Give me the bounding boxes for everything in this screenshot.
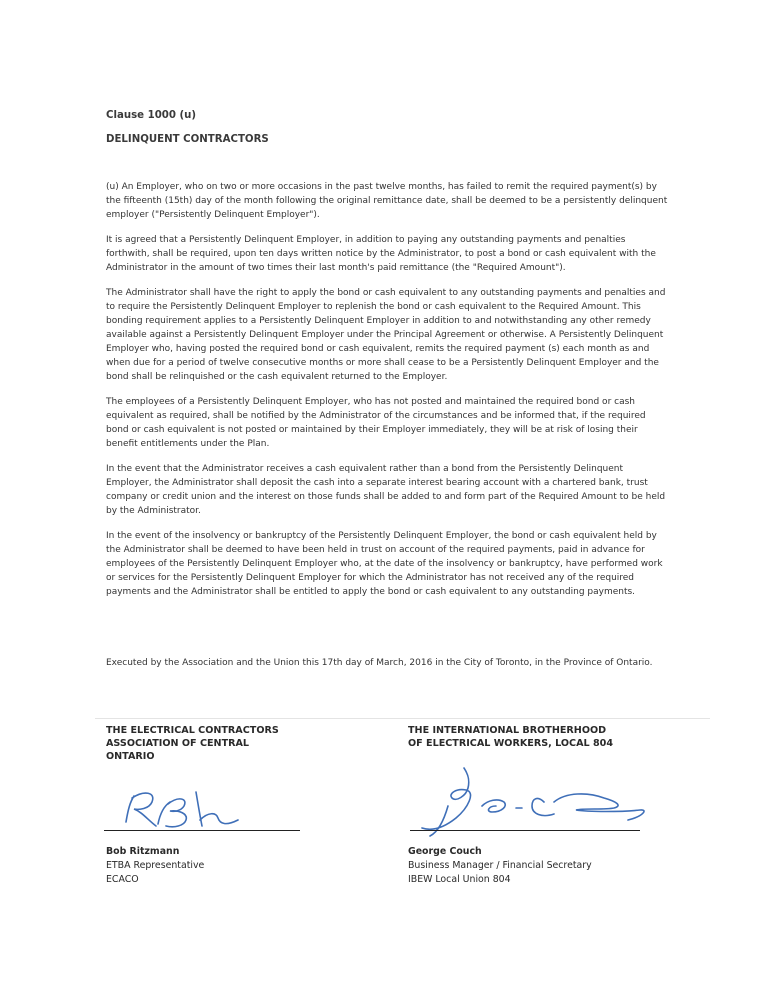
left-signature-line [104, 830, 300, 831]
paragraph: In the event that the Administrator receives a cash equivalent rather than a bond from the Persistently Delinquent Employer, the Administrator shall deposit the cash into a separate interest bearing account with a chartered bank, trust company or credit union and the interest on those funds shall be added to and form part of the Required Amount to be held by the Administrator. [106, 464, 666, 516]
org-line: THE ELECTRICAL CONTRACTORS [106, 725, 279, 736]
signer-role: Business Manager / Financial Secretary [408, 860, 592, 871]
org-line: ONTARIO [106, 751, 155, 762]
right-organization [408, 724, 668, 750]
org-line: ASSOCIATION OF CENTRAL [106, 738, 250, 749]
org-line: THE INTERNATIONAL BROTHERHOOD [408, 725, 607, 736]
signer-role: ETBA Representative [106, 860, 205, 871]
signer-name: George Couch [408, 846, 482, 857]
left-signer [106, 845, 204, 887]
org-line: OF ELECTRICAL WORKERS, LOCAL 804 [408, 738, 613, 749]
paragraph: It is agreed that a Persistently Delinquent Employer, in addition to paying any outstanding payments and penalties forthwith, shall be required, upon ten days written notice by the Administrator, to post a bond or cash equivalent with the Administrator in the amount of two times their last month's paid remittance (the "Required Amount"). [106, 235, 656, 273]
signer-affiliation: ECACO [106, 874, 139, 885]
clause-heading: DELINQUENT CONTRACTORS [106, 134, 269, 145]
clause-title: Clause 1000 (u) [106, 110, 197, 121]
signer-name: Bob Ritzmann [106, 846, 180, 857]
paragraph: (u) An Employer, who on two or more occasions in the past twelve months, has failed to remit the required payment(s) by the fifteenth (15th) day of the month following the original remittance date, shall be deemed to be a persistently delinquent employer ("Persistently Delinquent Employer"). [106, 182, 668, 220]
clause-body [106, 180, 668, 610]
right-signature-line [410, 830, 640, 831]
execution-statement: Executed by the Association and the Union this 17th day of March, 2016 in the City of Toronto, in the Province of Ontario. [106, 658, 653, 668]
paragraph: The Administrator shall have the right to apply the bond or cash equivalent to any outstanding payments and penalties and to require the Persistently Delinquent Employer to replenish the bond or cash equivalent to the Required Amount. This bonding requirement applies to a Persistently Delinquent Employer in addition to and notwithstanding any other remedy available against a Persistently Delinquent Employer under the Principal Agreement or otherwise. A Persistently Delinquent Employer who, having posted the required bond or cash equivalent, remits the required payment (s) each month as and when due for a period of twelve consecutive months or more shall cease to be a Persistently Delinquent Employer and the bond shall be relinquished or the cash equivalent returned to the Employer. [106, 288, 666, 382]
signer-affiliation: IBEW Local Union 804 [408, 874, 511, 885]
right-signer [408, 845, 592, 887]
paragraph: In the event of the insolvency or bankruptcy of the Persistently Delinquent Employer, the bond or cash equivalent held by the Administrator shall be deemed to have been held in trust on account of the required payments, paid in advance for employees of the Persistently Delinquent Employer who, at the date of the insolvency or bankruptcy, have performed work or services for the Persistently Delinquent Employer for which the Administrator has not received any of the required payments and the Administrator shall be entitled to apply the bond or cash equivalent to any outstanding payments. [106, 531, 663, 597]
divider [95, 718, 710, 719]
left-organization [106, 724, 326, 763]
paragraph: The employees of a Persistently Delinquent Employer, who has not posted and maintained the required bond or cash equivalent as required, shall be notified by the Administrator of the circumstances and be informed that, if the required bond or cash equivalent is not posted or maintained by their Employer immediately, they will be at risk of losing their benefit entitlements under the Plan. [106, 397, 646, 449]
